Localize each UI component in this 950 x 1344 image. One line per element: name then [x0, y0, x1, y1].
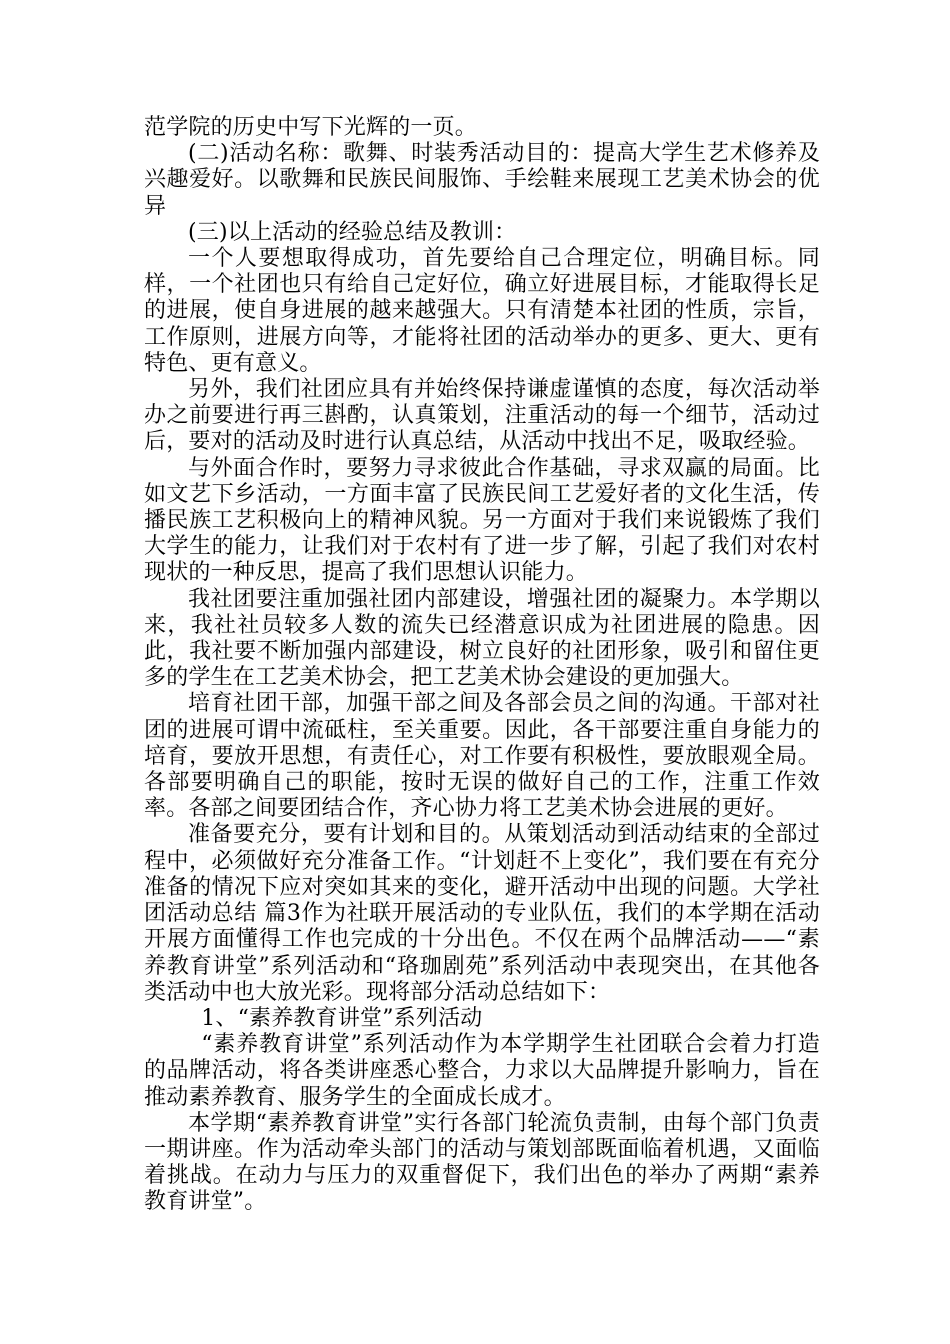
section-heading: 1、“素养教育讲堂”系列活动 — [201, 1005, 483, 1031]
paragraph: 我社团要注重加强社团内部建设，增强社团的凝聚力。本学期以来，我社社员较多人数的流失已经潜意识成为社团进展的隐患。因此，我社要不断加强内部建设，树立良好的社团形象，吸引和留住更多的学生在工艺美术协会，把工艺美术协会建设的更加强大。 — [144, 586, 820, 691]
document-body — [144, 115, 820, 1216]
paragraph: “素养教育讲堂”系列活动作为本学期学生社团联合会着力打造的品牌活动，将各类讲座悉心整合，力求以大品牌提升影响力，旨在推动素养教育、服务学生的全面成长成才。 — [144, 1032, 820, 1110]
paragraph: 培育社团干部，加强干部之间及各部会员之间的沟通。干部对社团的进展可谓中流砥柱，至关重要。因此，各干部要注重自身能力的培育，要放开思想，有责任心，对工作要有积极性，要放眼观全局。各部要明确自己的职能，按时无误的做好自己的工作，注重工作效率。各部之间要团结合作，齐心协力将工艺美术协会进展的更好。 — [144, 691, 820, 822]
paragraph: 范学院的历史中写下光辉的一页。 — [144, 115, 478, 140]
paragraph: (二)活动名称：歌舞、时装秀活动目的：提高大学生艺术修养及兴趣爱好。以歌舞和民族民间服饰、手绘鞋来展现工艺美术协会的优异 — [144, 141, 820, 219]
paragraph: (三)以上活动的经验总结及教训： — [188, 219, 517, 245]
paragraph: 另外，我们社团应具有并始终保持谦虚谨慎的态度，每次活动举办之前要进行再三斟酌，认真策划，注重活动的每一个细节，活动过后，要对的活动及时进行认真总结，从活动中找出不足，吸取经验。 — [144, 377, 820, 455]
paragraph: 本学期“素养教育讲堂”实行各部门轮流负责制，由每个部门负责一期讲座。作为活动牵头部门的活动与策划部既面临着机遇，又面临着挑战。在动力与压力的双重督促下，我们出色的举办了两期“素养教育讲堂”。 — [144, 1110, 820, 1215]
paragraph: 准备要充分，要有计划和目的。从策划活动到活动结束的全部过程中，必须做好充分准备工作。“计划赶不上变化”，我们要在有充分准备的情况下应对突如其来的变化，避开活动中出现的问题。大学社团活动总结 篇3作为社联开展活动的专业队伍，我们的本学期在活动开展方面懂得工作也完成的十分出色。不仅在两个品牌活动——“素养教育讲堂”系列活动和“珞珈剧苑”系列活动中表现突出，在其他各类活动中也大放光彩。现将部分活动总结如下： — [144, 822, 820, 1005]
paragraph: 与外面合作时，要努力寻求彼此合作基础，寻求双赢的局面。比如文艺下乡活动，一方面丰富了民族民间工艺爱好者的文化生活，传播民族工艺积极向上的精神风貌。另一方面对于我们来说锻炼了我们大学生的能力，让我们对于农村有了进一步了解，引起了我们对农村现状的一种反思，提高了我们思想认识能力。 — [144, 455, 820, 586]
paragraph: 一个人要想取得成功，首先要给自己合理定位，明确目标。同样，一个社团也只有给自己定好位，确立好进展目标，才能取得长足的进展，使自身进展的越来越强大。只有清楚本社团的性质，宗旨，工作原则，进展方向等，才能将社团的活动举办的更多、更大、更有特色、更有意义。 — [144, 246, 820, 376]
